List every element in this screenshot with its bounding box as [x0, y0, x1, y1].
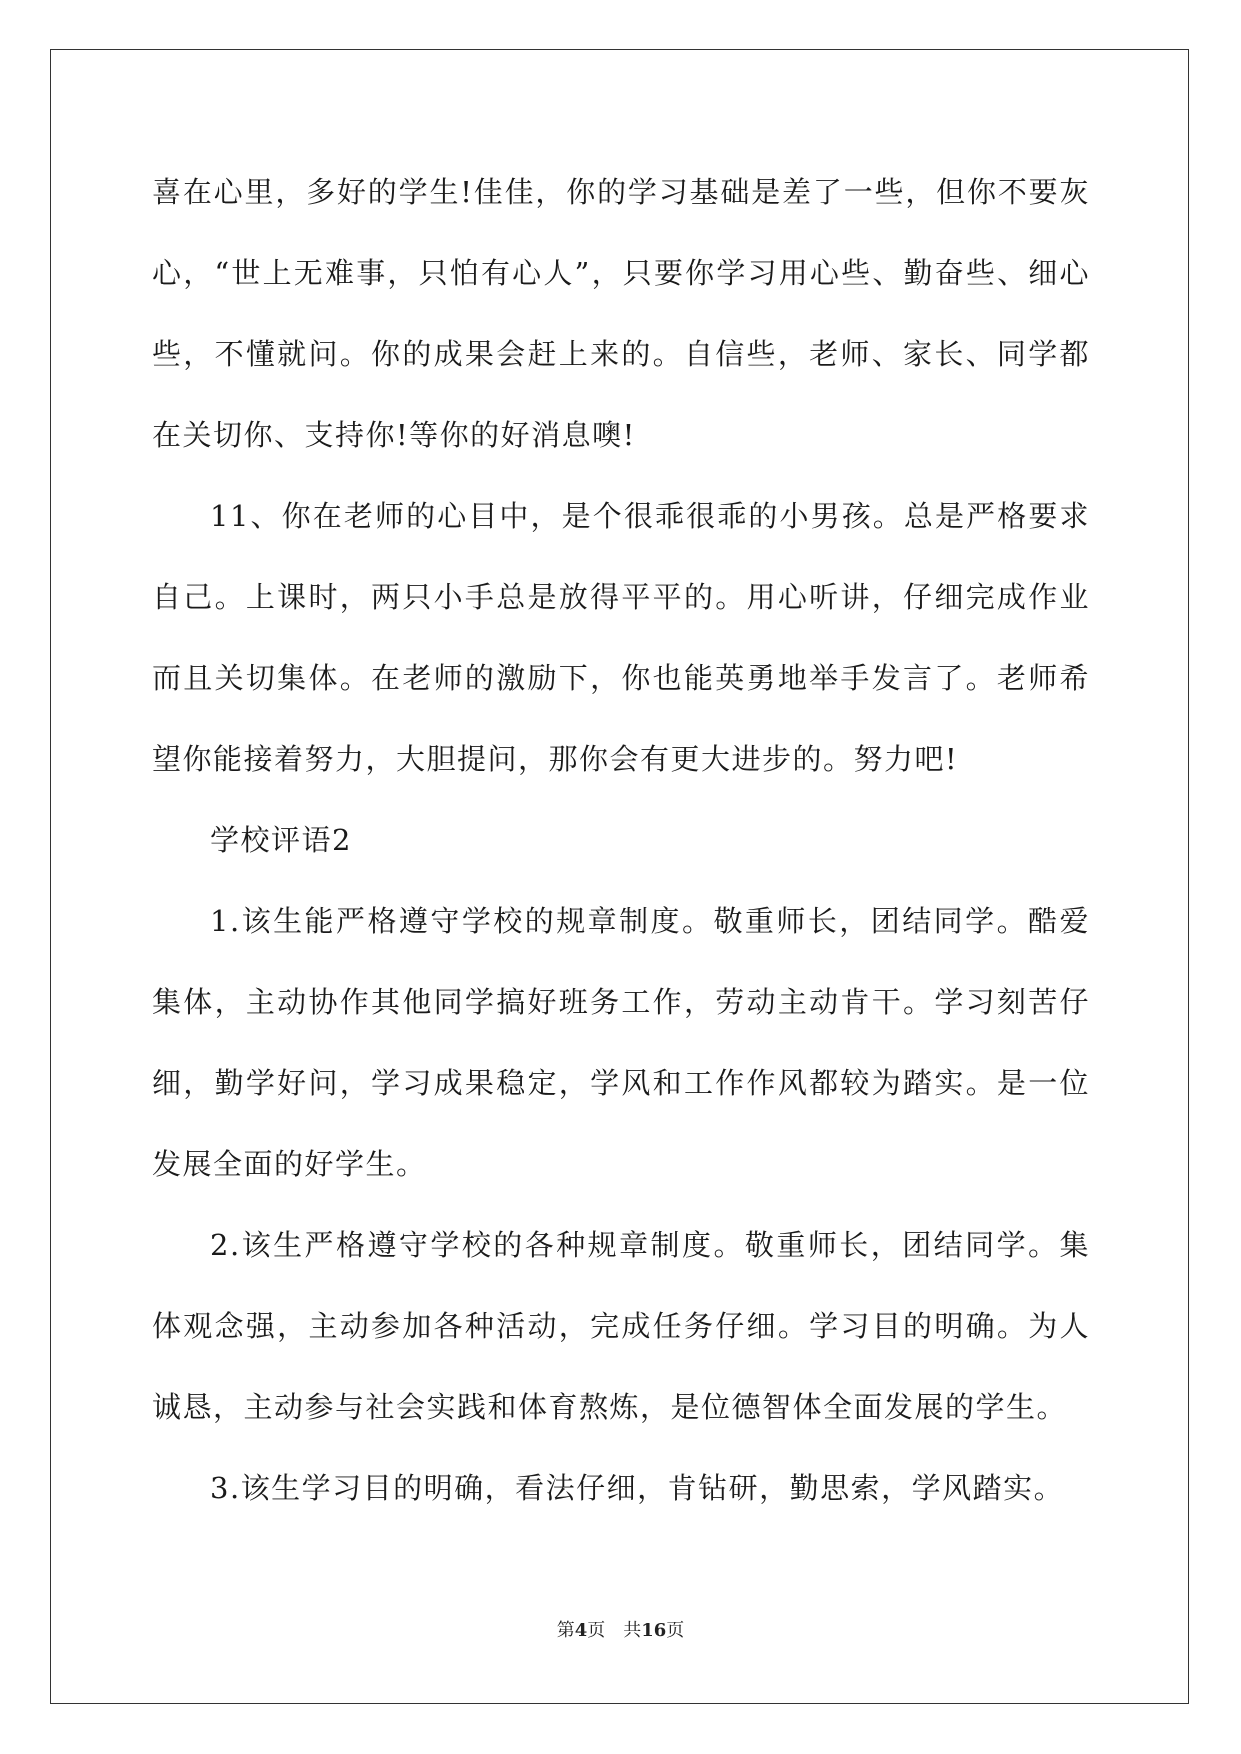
- paragraph-item-3: 3.该生学习目的明确，看法仔细，肯钻研，勤思索，学风踏实。: [210, 1471, 1065, 1505]
- total-pages: 16: [641, 1620, 667, 1641]
- paragraph-continued: 喜在心里，多好的学生!佳佳，你的学习基础是差了一些，但你不要灰心，“世上无难事，只怕有心人”，只要你学习用心些、勤奋些、细心些，不懂就问。你的成果会赶上来的。自信些，老师、家长、同学都在关切你、支持你!等你的好消息噢!: [152, 175, 1090, 452]
- page-suffix: 页: [587, 1620, 606, 1641]
- page-number: 4: [574, 1620, 588, 1641]
- total-prefix: 共: [623, 1620, 642, 1641]
- section-heading: 学校评语2: [210, 823, 352, 857]
- page-prefix: 第: [556, 1620, 575, 1641]
- paragraph-item-1: 1.该生能严格遵守学校的规章制度。敬重师长，团结同学。酷爱集体，主动协作其他同学搞好班务工作，劳动主动肯干。学习刻苦仔细，勤学好问，学习成果稳定，学风和工作作风都较为踏实。是一位发展全面的好学生。: [152, 904, 1090, 1181]
- paragraph-comment-11: 11、你在老师的心目中，是个很乖很乖的小男孩。总是严格要求自己。上课时，两只小手总是放得平平的。用心听讲，仔细完成作业而且关切集体。在老师的激励下，你也能英勇地举手发言了。老师希望你能接着努力，大胆提问，那你会有更大进步的。努力吧!: [152, 499, 1090, 776]
- total-suffix: 页: [666, 1620, 685, 1641]
- document-body: [152, 152, 1090, 1529]
- paragraph-item-2: 2.该生严格遵守学校的各种规章制度。敬重师长，团结同学。集体观念强，主动参加各种活动，完成任务仔细。学习目的明确。为人诚恳，主动参与社会实践和体育熬炼，是位德智体全面发展的学生。: [152, 1228, 1090, 1424]
- page-footer: [0, 1620, 1241, 1642]
